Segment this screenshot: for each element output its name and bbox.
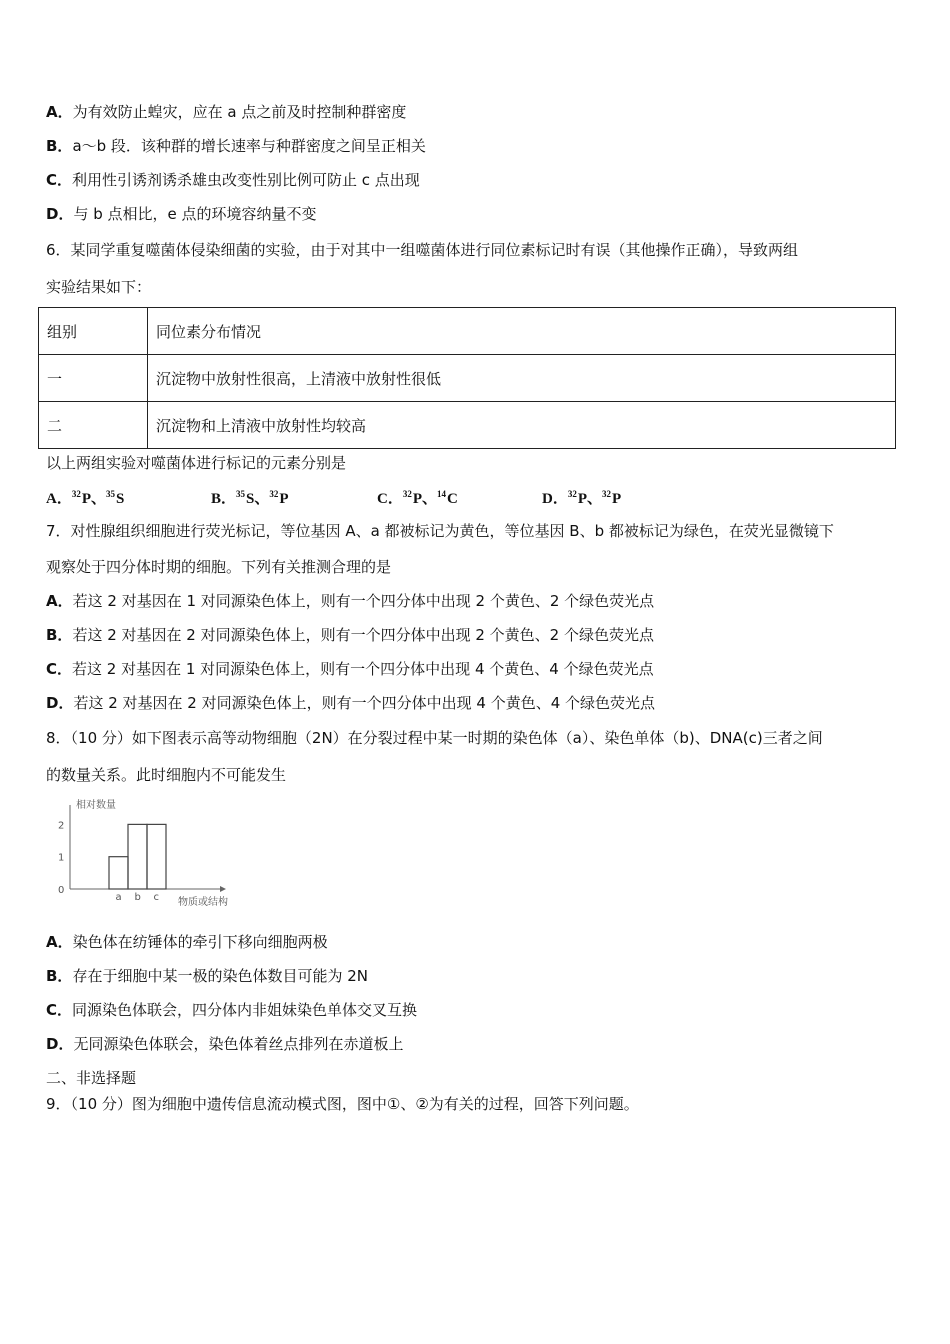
table-row xyxy=(39,355,896,402)
section-heading: 二、非选择题 xyxy=(46,1069,137,1087)
table-header-cell: 组别 xyxy=(39,308,148,355)
table-cell: 沉淀物和上清液中放射性均较高 xyxy=(148,402,896,449)
x-axis-label: 物质或结构 xyxy=(178,897,228,908)
q6-choice-c: C．$^{32}$P、$^{14}$C xyxy=(377,489,458,507)
q8-option-c: C．同源染色体联会，四分体内非姐妹染色单体交叉互换 xyxy=(46,1001,418,1019)
q8-option-d: D．无同源染色体联会，染色体着丝点排列在赤道板上 xyxy=(46,1035,404,1053)
q8-stem-line2: 的数量关系。此时细胞内不可能发生 xyxy=(46,766,287,784)
y-tick-label: 0 xyxy=(58,885,65,896)
q6-choice-d: D．$^{32}$P、$^{32}$P xyxy=(542,489,622,507)
q7-option-d: D．若这 2 对基因在 2 对同源染色体上，则有一个四分体中出现 4 个黄色、4 个绿色荧光点 xyxy=(46,694,656,712)
x-category-label: b xyxy=(134,892,141,903)
q5-option-a: A．为有效防止蝗灾，应在 a 点之前及时控制种群密度 xyxy=(46,103,407,121)
bar-c xyxy=(147,824,166,889)
x-category-label: c xyxy=(153,892,159,903)
q5-option-d: D．与 b 点相比，e 点的环境容纳量不变 xyxy=(46,205,317,223)
q6-stem-line1: 6．某同学重复噬菌体侵染细菌的实验，由于对其中一组噬菌体进行同位素标记时有误（其他操作正确），导致两组 xyxy=(46,241,799,259)
table-row xyxy=(39,402,896,449)
table-cell: 沉淀物中放射性很高，上清液中放射性很低 xyxy=(148,355,896,402)
bars-group xyxy=(109,824,166,889)
y-tick-label: 1 xyxy=(58,852,65,864)
table-cell: 二 xyxy=(39,402,148,449)
q9-stem: 9．（10 分）图为细胞中遗传信息流动模式图，图中①、②为有关的过程，回答下列问题。 xyxy=(46,1095,639,1113)
q8-option-a: A．染色体在纺锤体的牵引下移向细胞两极 xyxy=(46,933,328,951)
q5-option-b: B．a～b 段．该种群的增长速率与种群密度之间呈正相关 xyxy=(46,137,426,155)
q8-stem-line1: 8．（10 分）如下图表示高等动物细胞（2N）在分裂过程中某一时期的染色体（a）、染色单体（b)、DNA(c)三者之间 xyxy=(46,729,823,747)
bar-a xyxy=(109,857,128,889)
x-category-label: a xyxy=(115,892,122,903)
x-axis-arrow xyxy=(220,886,226,892)
table-cell: 一 xyxy=(39,355,148,402)
q6-question: 以上两组实验对噬菌体进行标记的元素分别是 xyxy=(46,454,347,472)
table-header-row xyxy=(39,308,896,355)
y-tick-label: 2 xyxy=(58,820,65,832)
q7-stem-line1: 7．对性腺组织细胞进行荧光标记，等位基因 A、a 都被标记为黄色，等位基因 B、b 都被标记为绿色，在荧光显微镜下 xyxy=(46,522,834,540)
q6-choice-b: B．$^{35}$S、$^{32}$P xyxy=(211,489,289,507)
q5-option-c: C．利用性引诱剂诱杀雄虫改变性别比例可防止 c 点出现 xyxy=(46,171,420,189)
q6-choice-a: A．$^{32}$P、$^{35}$S xyxy=(46,489,125,507)
q8-option-b: B．存在于细胞中某一极的染色体数目可能为 2N xyxy=(46,967,368,985)
y-axis-label: 相对数量 xyxy=(76,800,116,811)
isotope-table xyxy=(38,307,896,449)
q6-stem-line2: 实验结果如下： xyxy=(46,278,152,296)
x-categories xyxy=(116,892,160,903)
table-header-cell: 同位素分布情况 xyxy=(148,308,896,355)
bar-b xyxy=(128,824,147,889)
q7-option-c: C．若这 2 对基因在 1 对同源染色体上，则有一个四分体中出现 4 个黄色、4 个绿色荧光点 xyxy=(46,660,654,678)
q7-option-a: A．若这 2 对基因在 1 对同源染色体上，则有一个四分体中出现 2 个黄色、2 个绿色荧光点 xyxy=(46,592,655,610)
q7-stem-line2: 观察处于四分体时期的细胞。下列有关推测合理的是 xyxy=(46,558,392,576)
y-ticks xyxy=(58,820,64,896)
quantity-bar-chart xyxy=(50,795,250,915)
q7-option-b: B．若这 2 对基因在 2 对同源染色体上，则有一个四分体中出现 2 个黄色、2 个绿色荧光点 xyxy=(46,626,654,644)
